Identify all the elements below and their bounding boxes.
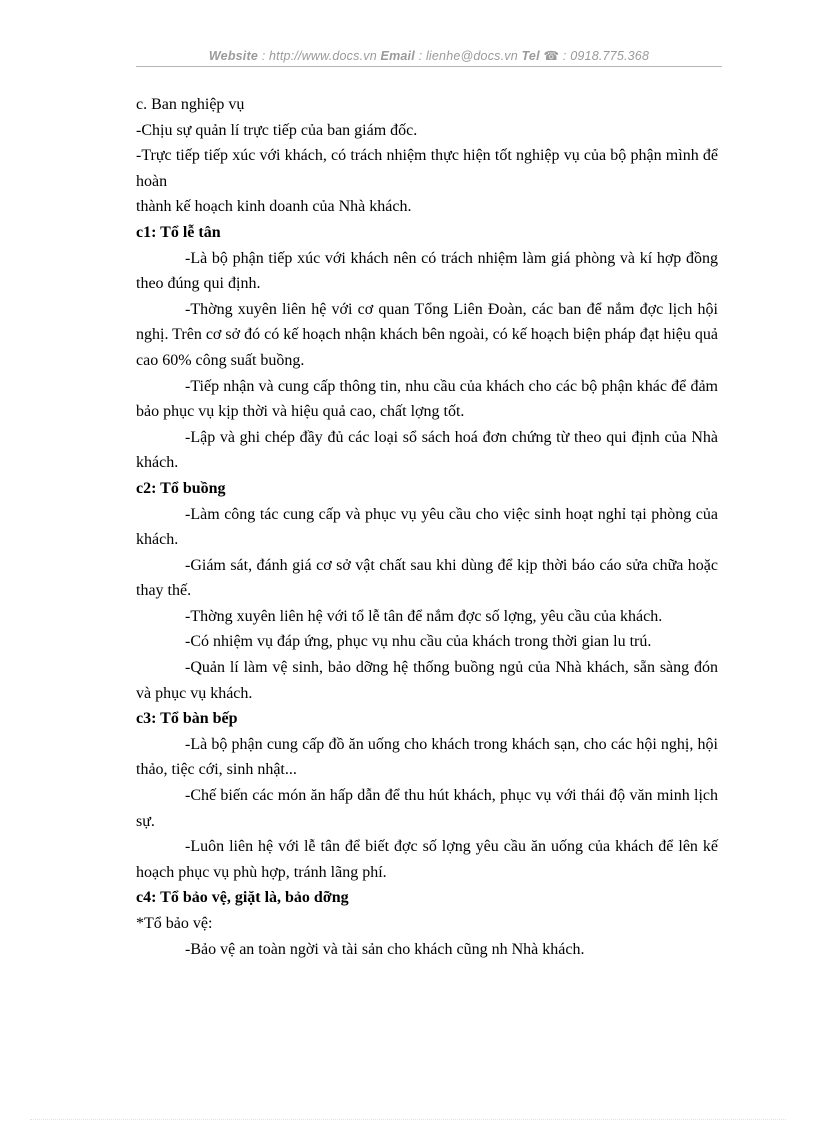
header-divider — [136, 66, 722, 67]
paragraph: -Là bộ phận tiếp xúc với khách nên có trách nhiệm làm giá phòng và kí hợp đồng theo đúng qui định. — [136, 249, 718, 293]
tel-number: ☎ : 0918.775.368 — [543, 49, 650, 63]
paragraph: -Quản lí làm vệ sinh, bảo dỡng hệ thống buồng ngủ của Nhà khách, sẵn sàng đón và phục vụ khách. — [136, 659, 718, 702]
paragraph: -Làm công tác cung cấp và phục vụ yêu cầu cho việc sinh hoạt nghỉ tại phòng của khách. — [136, 505, 718, 549]
website-url: : http://www.docs.vn — [261, 49, 377, 63]
section-c3-heading: c3: Tổ bàn bếp — [136, 710, 238, 728]
page-header — [136, 48, 722, 63]
paragraph: -Có nhiệm vụ đáp ứng, phục vụ nhu cầu của khách trong thời gian lu trú. — [185, 633, 652, 651]
section-c2-heading: c2: Tổ buồng — [136, 479, 226, 497]
website-label: Website — [208, 49, 258, 63]
paragraph: -Luôn liên hệ với lễ tân để biết đợc số lợng yêu cầu ăn uống của khách để lên kế hoạch phục vụ phù hợp, tránh lãng phí. — [136, 838, 718, 881]
paragraph: -Thờng xuyên liên hệ với tổ lễ tân để nắm đợc số lợng, yêu cầu của khách. — [185, 607, 663, 625]
subsection-label: *Tổ bảo vệ: — [136, 915, 213, 932]
paragraph: -Lập và ghi chép đầy đủ các loại sổ sách hoá đơn chứng từ theo qui định của Nhà khách. — [136, 428, 718, 472]
paragraph: -Bảo vệ an toàn ngời và tài sản cho khách cũng nh Nhà khách. — [185, 940, 585, 958]
paragraph: -Thờng xuyên liên hệ với cơ quan Tổng Liên Đoàn, các ban để nắm đợc lịch hội nghị. Trên cơ sở đó có kế hoạch nhận khách bên ngoài, có kế hoạch biện pháp đạt hiệu quả cao 60% công suất buồng. — [136, 300, 718, 369]
footer-divider — [30, 1119, 786, 1120]
email-address: : lienhe@docs.vn — [418, 49, 518, 63]
document-body — [136, 92, 718, 962]
section-c1-heading: c1: Tổ lễ tân — [136, 223, 221, 241]
section-c-title: c. Ban nghiệp vụ — [136, 96, 245, 113]
paragraph: thành kế hoạch kinh doanh của Nhà khách. — [136, 198, 412, 216]
section-c4-heading: c4: Tổ bảo vệ, giặt là, bảo dỡng — [136, 889, 349, 907]
paragraph: -Trực tiếp tiếp xúc với khách, có trách nhiệm thực hiện tốt nghiệp vụ của bộ phận mình để hoàn — [136, 147, 718, 190]
paragraph: -Chế biến các món ăn hấp dẫn để thu hút khách, phục vụ với thái độ văn minh lịch sự. — [136, 787, 718, 830]
paragraph: -Là bộ phận cung cấp đồ ăn uống cho khách trong khách sạn, cho các hội nghị, hội thảo, tiệc cới, sinh nhật... — [136, 735, 718, 779]
paragraph: -Giám sát, đánh giá cơ sở vật chất sau khi dùng để kịp thời báo cáo sửa chữa hoặc thay thế. — [136, 556, 718, 600]
paragraph: -Tiếp nhận và cung cấp thông tin, nhu cầu của khách cho các bộ phận khác để đảm bảo phục vụ kịp thời và hiệu quả cao, chất lợng tốt. — [136, 377, 718, 421]
paragraph: -Chịu sự quản lí trực tiếp của ban giám đốc. — [136, 121, 418, 139]
tel-label: Tel — [521, 49, 540, 63]
email-label: Email — [380, 49, 415, 63]
